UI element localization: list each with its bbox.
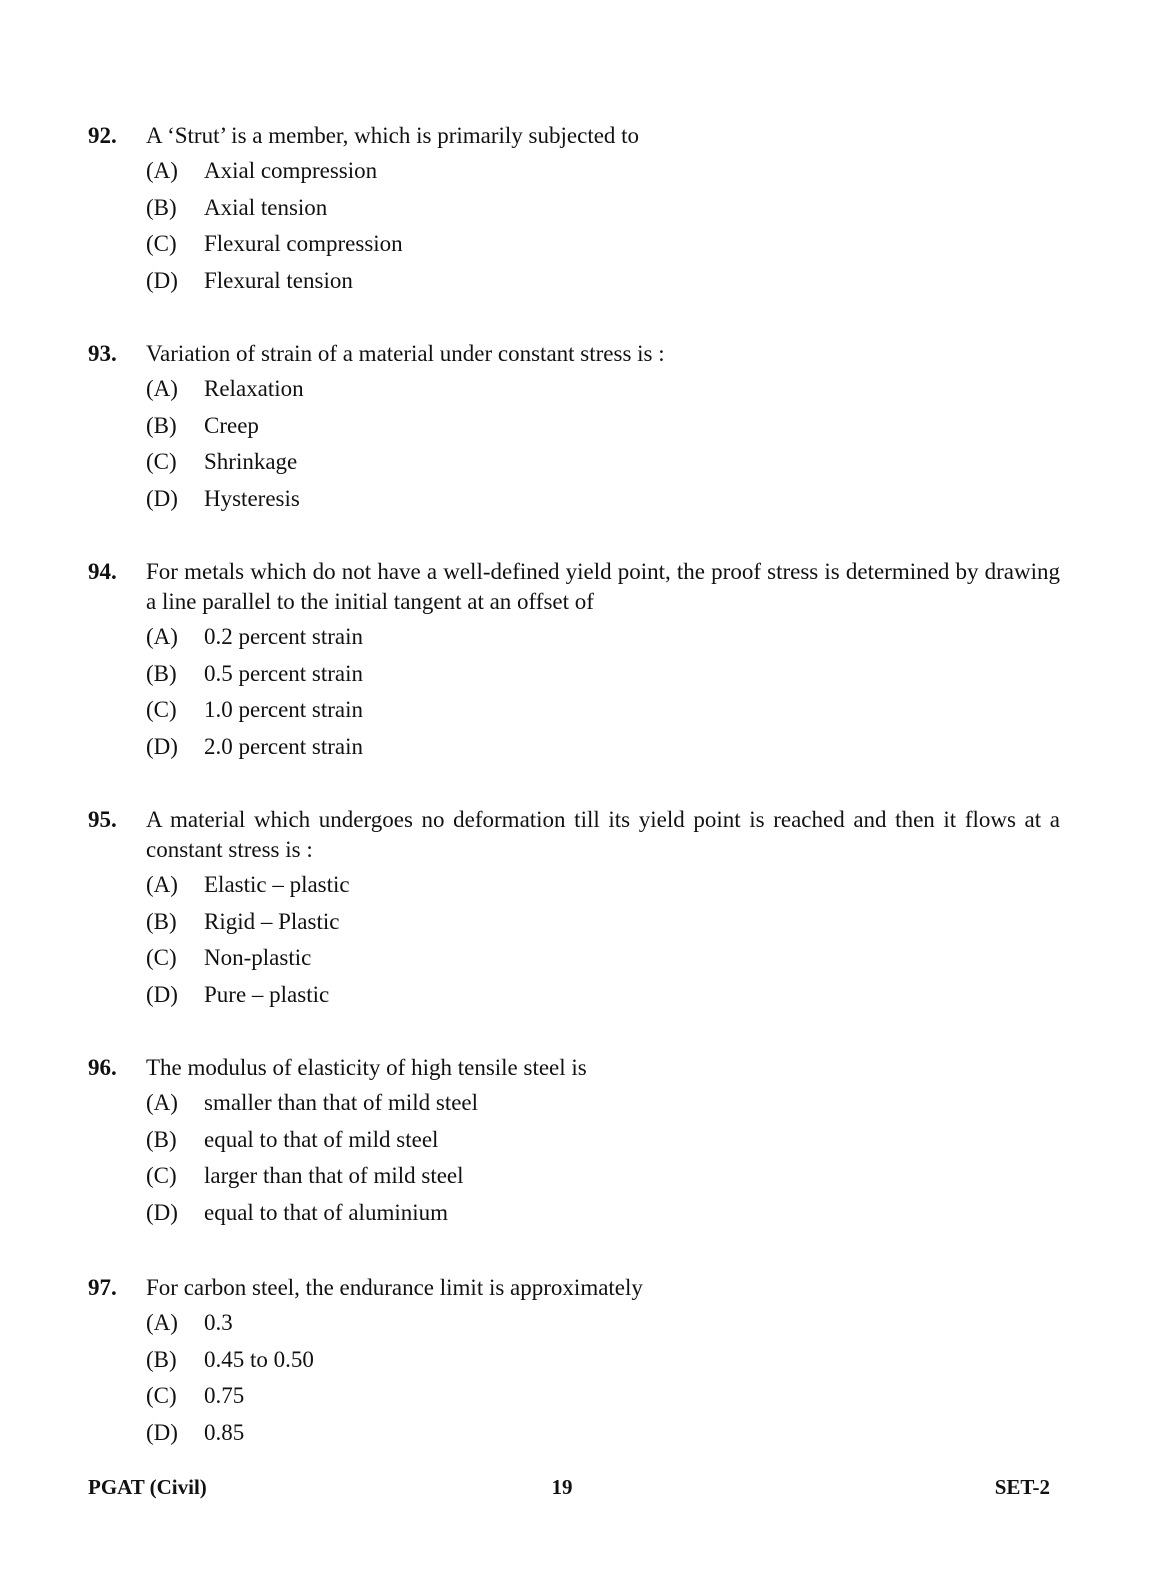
option-letter: (D) xyxy=(146,1419,178,1445)
question-text: The modulus of elasticity of high tensile steel is xyxy=(146,1055,587,1080)
option-text: Elastic – plastic xyxy=(204,872,350,897)
question-number: 92. xyxy=(88,123,117,148)
option-letter: (C) xyxy=(146,449,177,474)
option-letter: (B) xyxy=(146,660,177,686)
option-letter: (A) xyxy=(146,872,178,897)
option-text: 1.0 percent strain xyxy=(204,697,364,722)
option-text: 0.3 xyxy=(204,1310,233,1335)
option-text: 0.75 xyxy=(204,1383,245,1408)
page-number: 19 xyxy=(551,1475,573,1499)
question-number: 94. xyxy=(88,559,117,584)
question-92 xyxy=(88,121,1060,302)
question-number: 97. xyxy=(88,1275,117,1300)
option-text: smaller than that of mild steel xyxy=(204,1090,479,1115)
option-d xyxy=(146,484,1060,521)
option-letter: (D) xyxy=(146,1199,178,1225)
option-a xyxy=(146,1088,1060,1125)
option-letter: (D) xyxy=(146,485,178,511)
option-letter: (C) xyxy=(146,231,177,256)
option-text: Flexural compression xyxy=(204,231,403,256)
option-letter: (B) xyxy=(146,908,177,934)
option-b xyxy=(146,193,1060,230)
option-text: Rigid – Plastic xyxy=(204,908,340,934)
option-text: Hysteresis xyxy=(204,485,300,511)
option-d xyxy=(146,266,1060,303)
question-text: Variation of strain of a material under constant stress is : xyxy=(146,341,665,366)
option-text: 0.45 to 0.50 xyxy=(204,1346,314,1372)
option-list xyxy=(146,1308,1060,1454)
option-letter: (A) xyxy=(146,376,178,401)
option-letter: (D) xyxy=(146,733,178,759)
set-label: SET-2 xyxy=(994,1475,1050,1499)
option-text: Shrinkage xyxy=(204,449,298,474)
question-number: 95. xyxy=(88,807,117,832)
option-d xyxy=(146,1198,1060,1235)
option-letter: (C) xyxy=(146,697,177,722)
option-text: Creep xyxy=(204,412,259,438)
option-b xyxy=(146,1125,1060,1162)
option-letter: (B) xyxy=(146,194,177,220)
option-letter: (C) xyxy=(146,945,177,970)
option-a xyxy=(146,374,1060,411)
option-b xyxy=(146,1345,1060,1382)
question-text: For carbon steel, the endurance limit is approximately xyxy=(146,1275,643,1300)
option-letter: (A) xyxy=(146,1090,178,1115)
option-letter: (A) xyxy=(146,624,178,649)
option-list xyxy=(146,374,1060,520)
question-93 xyxy=(88,339,1060,520)
option-letter: (A) xyxy=(146,158,178,183)
question-number: 93. xyxy=(88,341,117,366)
option-text: 0.5 percent strain xyxy=(204,660,364,686)
option-d xyxy=(146,1418,1060,1455)
option-a xyxy=(146,622,1060,659)
option-text: Non-plastic xyxy=(204,945,312,970)
option-letter: (A) xyxy=(146,1310,178,1335)
option-c xyxy=(146,229,1060,266)
option-text: 0.2 percent strain xyxy=(204,624,364,649)
question-text: A material which undergoes no deformation till its yield point is reached and then it flows at a constant stress is : xyxy=(146,807,1060,862)
page-footer xyxy=(88,1472,1050,1502)
question-text: A ‘Strut’ is a member, which is primarily subjected to xyxy=(146,123,640,148)
option-text: Relaxation xyxy=(204,376,304,401)
option-list xyxy=(146,1088,1060,1234)
option-text: 2.0 percent strain xyxy=(204,733,364,759)
option-b xyxy=(146,411,1060,448)
option-b xyxy=(146,907,1060,944)
option-letter: (D) xyxy=(146,981,178,1007)
option-d xyxy=(146,732,1060,769)
option-letter: (B) xyxy=(146,412,177,438)
option-a xyxy=(146,870,1060,907)
option-c xyxy=(146,1381,1060,1418)
option-letter: (D) xyxy=(146,267,178,293)
option-text: Axial compression xyxy=(204,158,378,183)
option-text: larger than that of mild steel xyxy=(204,1163,464,1188)
option-d xyxy=(146,980,1060,1017)
option-letter: (B) xyxy=(146,1126,177,1152)
option-list xyxy=(146,622,1060,768)
option-letter: (B) xyxy=(146,1346,177,1372)
option-a xyxy=(146,1308,1060,1345)
question-94 xyxy=(88,557,1060,768)
option-list xyxy=(146,156,1060,302)
question-96 xyxy=(88,1053,1060,1234)
option-letter: (C) xyxy=(146,1163,177,1188)
option-text: Axial tension xyxy=(204,194,328,220)
option-c xyxy=(146,1161,1060,1198)
option-list xyxy=(146,870,1060,1016)
option-text: Pure – plastic xyxy=(204,981,330,1007)
option-a xyxy=(146,156,1060,193)
question-95 xyxy=(88,805,1060,1016)
question-number: 96. xyxy=(88,1055,117,1080)
question-text: For metals which do not have a well-defined yield point, the proof stress is determined by drawing a line parallel to the initial tangent at an offset of xyxy=(146,559,1060,614)
option-b xyxy=(146,659,1060,696)
option-text: equal to that of mild steel xyxy=(204,1126,439,1152)
exam-name: PGAT (Civil) xyxy=(88,1475,207,1499)
option-letter: (C) xyxy=(146,1383,177,1408)
question-97 xyxy=(88,1273,1060,1454)
option-c xyxy=(146,943,1060,980)
option-text: equal to that of aluminium xyxy=(204,1199,449,1225)
option-text: 0.85 xyxy=(204,1419,245,1445)
option-c xyxy=(146,695,1060,732)
option-c xyxy=(146,447,1060,484)
option-text: Flexural tension xyxy=(204,267,353,293)
